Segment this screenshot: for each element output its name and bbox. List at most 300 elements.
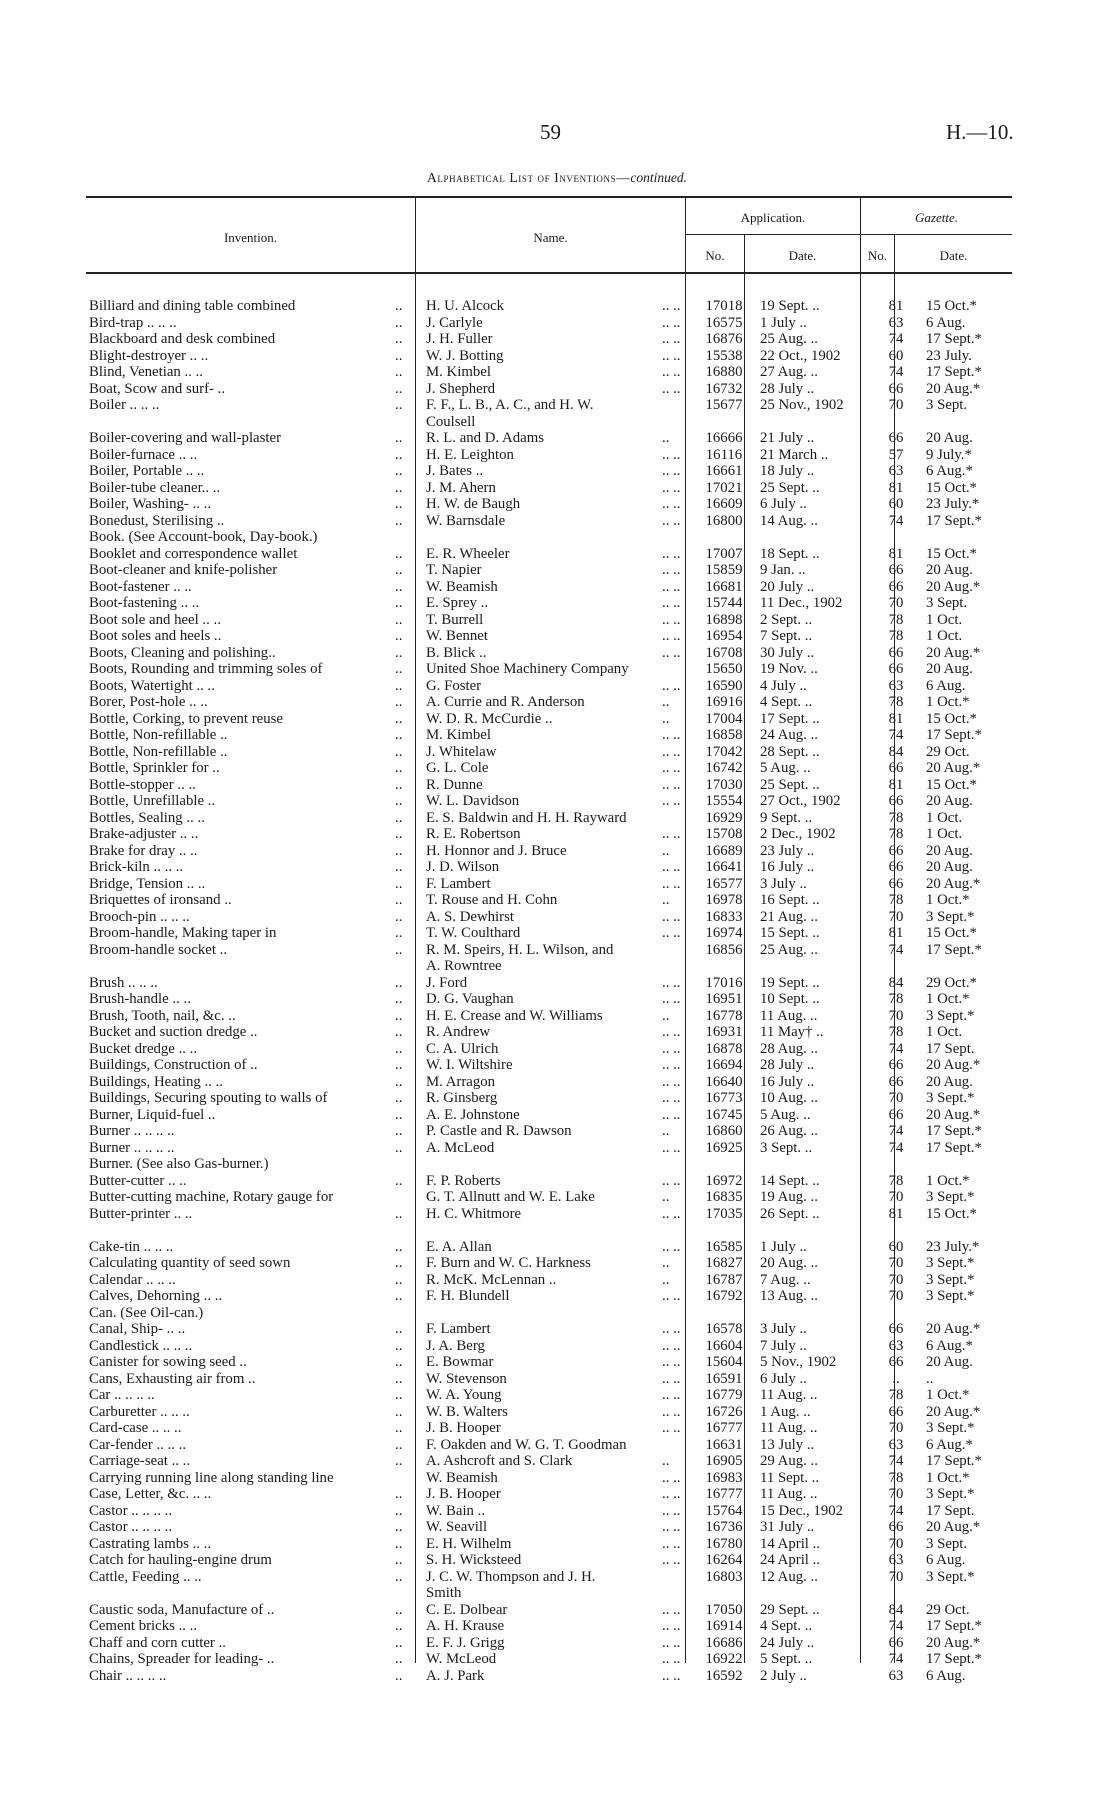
name-cell: J. M. Ahern [426, 479, 496, 496]
name-cell: J. Bates .. [426, 463, 484, 479]
invention-cell: Bottle, Corking, to prevent reuse [89, 710, 283, 727]
invention-cell: Boiler-furnace .. .. [89, 446, 198, 463]
leader-dots: .. [395, 1123, 403, 1139]
leader-dots: .. [395, 991, 403, 1007]
application-date: 19 Nov. .. [760, 661, 818, 677]
application-number: 16686 [705, 1634, 743, 1651]
header-gaz-date: Date. [939, 248, 968, 263]
application-number: 17004 [705, 710, 743, 727]
table-caption [0, 170, 1114, 186]
leader-dots: .. [395, 479, 403, 496]
leader-dots: .. [395, 347, 403, 364]
table-row [0, 661, 1114, 678]
table-row [0, 1569, 1114, 1586]
name-cell: R. E. Robertson [426, 826, 521, 842]
gazette-date: 3 Sept. [926, 595, 968, 611]
leader-dots: .. .. [662, 1667, 680, 1684]
application-number: 16726 [705, 1403, 743, 1420]
leader-dots: .. [395, 1618, 403, 1634]
gazette-number: 63 [888, 1552, 904, 1568]
table-row [0, 1470, 1114, 1487]
gazette-date: 20 Aug.* [926, 1321, 981, 1337]
table-row [0, 760, 1114, 777]
leader-dots: .. [395, 1403, 403, 1420]
table-row [0, 1486, 1114, 1503]
application-date: 13 Aug. .. [760, 1288, 818, 1304]
gazette-number: 66 [888, 760, 904, 776]
table-row [0, 975, 1114, 992]
leader-dots: .. .. [662, 991, 680, 1007]
leader-dots: .. [395, 1453, 403, 1469]
leader-dots: .. .. [662, 727, 680, 743]
application-number: 15554 [705, 793, 743, 809]
leader-dots: .. .. [662, 1535, 680, 1552]
application-number: 16777 [705, 1420, 743, 1436]
leader-dots: .. [395, 1420, 403, 1436]
leader-dots: .. [395, 1205, 403, 1222]
application-date: 3 July .. [760, 875, 807, 892]
gazette-number: 81 [888, 479, 904, 496]
table-row [0, 711, 1114, 728]
leader-dots: .. [395, 892, 403, 908]
leader-dots: .. .. [662, 545, 680, 562]
name-cell: J. Whitelaw [426, 743, 497, 760]
gazette-date: .. [926, 1370, 934, 1387]
invention-cell: Brush .. .. .. [89, 974, 158, 991]
table-row [0, 678, 1114, 695]
name-cell: W. Beamish [426, 578, 498, 595]
invention-cell: Buildings, Securing spouting to walls of [89, 1090, 328, 1106]
leader-dots: .. [395, 298, 403, 314]
name-cell: R. Andrew [426, 1024, 491, 1040]
leader-dots: .. [395, 1040, 403, 1057]
application-number: 17050 [705, 1601, 743, 1618]
application-number: 15764 [705, 1502, 743, 1519]
table-row [0, 1635, 1114, 1652]
invention-cell: Car .. .. .. .. [89, 1387, 155, 1403]
application-number: 16732 [705, 380, 743, 397]
table-row [0, 1008, 1114, 1025]
application-number: 17030 [705, 776, 743, 793]
leader-dots: .. [395, 380, 403, 397]
invention-cell: Brake for dray .. .. [89, 842, 198, 859]
leader-dots: .. .. [662, 743, 680, 760]
gazette-date: 6 Aug. [926, 1552, 966, 1568]
application-number: 16792 [705, 1288, 743, 1304]
table-row [0, 1618, 1114, 1635]
gazette-number: 84 [888, 743, 904, 760]
gazette-number: 74 [888, 1453, 904, 1469]
header-app-no: No. [705, 248, 725, 263]
leader-dots: .. .. [662, 628, 680, 644]
application-date: 19 Aug. .. [760, 1189, 818, 1205]
table-row [0, 793, 1114, 810]
application-number: 16972 [705, 1172, 743, 1189]
application-date: 5 Aug. .. [760, 1106, 811, 1123]
table-row [0, 1123, 1114, 1140]
leader-dots: .. [395, 644, 403, 661]
application-date: 1 July .. [760, 314, 807, 331]
gazette-date: 3 Sept.* [926, 1420, 975, 1436]
gazette-date: 20 Aug.* [926, 644, 981, 661]
leader-dots: .. [662, 430, 670, 446]
table-row [0, 1024, 1114, 1041]
gazette-number: 57 [888, 446, 904, 463]
application-date: 11 Sept. .. [760, 1469, 820, 1486]
leader-dots: .. [662, 1007, 670, 1024]
application-date: 28 July .. [760, 380, 815, 397]
leader-dots: .. .. [662, 1073, 680, 1090]
leader-dots: .. .. [662, 1321, 680, 1337]
name-cell: F. P. Roberts [426, 1172, 501, 1189]
leader-dots: .. .. [662, 1337, 680, 1354]
table-row [0, 727, 1114, 744]
table-row [0, 348, 1114, 365]
invention-cell: Booklet and correspondence wallet [89, 545, 298, 562]
leader-dots: .. [395, 1651, 403, 1667]
gazette-date: 6 Aug. [926, 1667, 966, 1684]
name-cell: H. E. Crease and W. Williams [426, 1007, 603, 1024]
invention-cell: Brush, Tooth, nail, &c. .. [89, 1007, 236, 1024]
name-cell: S. H. Wicksteed [426, 1552, 522, 1568]
invention-cell: Bucket dredge .. .. [89, 1040, 198, 1057]
leader-dots: .. [395, 314, 403, 331]
gazette-number: 63 [888, 463, 904, 479]
gazette-date: 6 Aug.* [926, 463, 973, 479]
leader-dots: .. .. [662, 1354, 680, 1370]
gazette-number: 66 [888, 430, 904, 446]
name-cell: M. Arragon [426, 1073, 496, 1090]
leader-dots: .. .. [662, 1057, 680, 1073]
invention-cell: Bottle-stopper .. .. [89, 776, 196, 793]
table-row [0, 1222, 1114, 1239]
leader-dots: .. [395, 1337, 403, 1354]
leader-dots: .. .. [662, 1205, 680, 1222]
gazette-date: 1 Oct.* [926, 1172, 970, 1189]
leader-dots: .. .. [662, 1106, 680, 1123]
application-date: 21 March .. [760, 446, 829, 463]
application-number: 15604 [705, 1354, 743, 1370]
gazette-date: 1 Oct.* [926, 991, 970, 1007]
leader-dots: .. [395, 1486, 403, 1502]
table-row [0, 1536, 1114, 1553]
leader-dots: .. [662, 710, 670, 727]
gazette-date: 17 Sept.* [926, 331, 982, 347]
table-row [0, 414, 1114, 431]
name-cell: G. Foster [426, 677, 482, 694]
invention-cell: Calendar .. .. .. [89, 1271, 176, 1288]
inventions-table-body [0, 298, 1114, 1684]
gazette-number: 63 [888, 1337, 904, 1354]
name-cell: W. Barnsdale [426, 512, 506, 529]
name-cell: W. Seavill [426, 1519, 488, 1535]
table-row [0, 1321, 1114, 1338]
gazette-number: 66 [888, 1073, 904, 1090]
leader-dots: .. [395, 1007, 403, 1024]
gazette-date: 20 Aug.* [926, 1057, 981, 1073]
invention-cell: Case, Letter, &c. .. .. [89, 1486, 212, 1502]
table-row [0, 1074, 1114, 1091]
name-cell: M. Kimbel [426, 364, 491, 380]
gazette-number: 66 [888, 1106, 904, 1123]
leader-dots: .. .. [662, 479, 680, 496]
name-cell: E. H. Wilhelm [426, 1535, 512, 1552]
name-cell: E. R. Wheeler [426, 545, 510, 562]
gazette-date: 1 Oct.* [926, 892, 970, 908]
application-date: 17 Sept. .. [760, 710, 820, 727]
application-number: 15650 [705, 661, 743, 677]
gazette-date: 20 Aug. [926, 793, 973, 809]
application-date: 11 Aug. .. [760, 1387, 818, 1403]
name-cell: W. A. Young [426, 1387, 502, 1403]
gazette-date: 15 Oct.* [926, 1205, 977, 1222]
gazette-date: 3 Sept. [926, 397, 968, 413]
header-top-rule [86, 196, 1012, 198]
leader-dots: .. [395, 793, 403, 809]
gazette-number: 74 [888, 1139, 904, 1156]
leader-dots: .. .. [662, 974, 680, 991]
application-number: 15859 [705, 562, 743, 578]
application-number: 15538 [705, 347, 743, 364]
gazette-date: 1 Oct. [926, 1024, 963, 1040]
application-number: 16577 [705, 875, 743, 892]
gazette-date: 20 Aug. [926, 1073, 973, 1090]
invention-cell: Chaff and corn cutter .. [89, 1634, 226, 1651]
gazette-number: 70 [888, 1420, 904, 1436]
application-number: 16827 [705, 1255, 743, 1271]
name-cell: A. H. Krause [426, 1618, 505, 1634]
gazette-date: 15 Oct.* [926, 710, 977, 727]
name-cell: E. F. J. Grigg [426, 1634, 505, 1651]
application-number: 16578 [705, 1321, 743, 1337]
gazette-number: 70 [888, 908, 904, 925]
table-row [0, 777, 1114, 794]
name-cell: E. A. Allan [426, 1238, 492, 1255]
leader-dots: .. .. [662, 908, 680, 925]
application-date: 7 Sept. .. [760, 628, 813, 644]
gazette-number: 78 [888, 1172, 904, 1189]
table-row [0, 843, 1114, 860]
gazette-date: 20 Aug.* [926, 1106, 981, 1123]
application-date: 22 Oct., 1902 [760, 347, 841, 364]
table-row [0, 1338, 1114, 1355]
leader-dots: .. [662, 1189, 670, 1205]
name-cell: W. Bain .. [426, 1502, 486, 1519]
application-number: 16922 [705, 1651, 743, 1667]
leader-dots: .. .. [662, 595, 680, 611]
leader-dots: .. .. [662, 298, 680, 314]
application-date: 6 July .. [760, 496, 807, 512]
table-row [0, 909, 1114, 926]
invention-cell: Bridge, Tension .. .. [89, 875, 206, 892]
application-date: 24 Aug. .. [760, 727, 818, 743]
name-cell: E. Sprey .. [426, 595, 489, 611]
page-number: 59 [540, 120, 561, 144]
page-reference: H.—10. [946, 120, 1014, 144]
leader-dots: .. .. [662, 1172, 680, 1189]
invention-cell: Brush-handle .. .. [89, 991, 191, 1007]
gazette-number: 66 [888, 380, 904, 397]
leader-dots: .. .. [662, 380, 680, 397]
leader-dots: .. [395, 1436, 403, 1453]
table-row [0, 1519, 1114, 1536]
table-row [0, 942, 1114, 959]
leader-dots: .. [395, 776, 403, 793]
application-date: 3 Sept. .. [760, 1139, 813, 1156]
name-cell: W. J. Botting [426, 347, 504, 364]
application-date: 21 Aug. .. [760, 908, 818, 925]
leader-dots: .. [395, 859, 403, 875]
leader-dots: .. .. [662, 1040, 680, 1057]
application-date: 25 Aug. .. [760, 941, 818, 958]
leader-dots: .. [395, 1502, 403, 1519]
leader-dots: .. [395, 925, 403, 941]
name-cell: C. E. Dolbear [426, 1601, 508, 1618]
leader-dots: .. [395, 1271, 403, 1288]
leader-dots: .. [395, 430, 403, 446]
name-cell: A. Currie and R. Anderson [426, 694, 585, 710]
table-row [0, 331, 1114, 348]
leader-dots: .. [395, 1354, 403, 1370]
name-cell: J. Carlyle [426, 314, 483, 331]
name-cell: J. C. W. Thompson and J. H. [426, 1568, 596, 1585]
leader-dots: .. .. [662, 562, 680, 578]
table-row [0, 1272, 1114, 1289]
invention-cell: Boiler .. .. .. [89, 397, 160, 413]
leader-dots: .. [662, 694, 670, 710]
application-date: 19 Sept. .. [760, 298, 820, 314]
application-date: 4 Sept. .. [760, 1618, 813, 1634]
application-date: 18 July .. [760, 463, 815, 479]
invention-cell: Boiler-covering and wall-plaster [89, 430, 281, 446]
application-date: 1 Aug. .. [760, 1403, 811, 1420]
application-number: 16591 [705, 1370, 743, 1387]
invention-cell: Castor .. .. .. .. [89, 1502, 173, 1519]
leader-dots: .. .. [662, 1090, 680, 1106]
application-date: 14 April .. [760, 1535, 821, 1552]
gazette-date: 17 Sept.* [926, 727, 982, 743]
invention-cell: Brake-adjuster .. .. [89, 826, 199, 842]
leader-dots: .. .. [662, 1519, 680, 1535]
leader-dots: .. [395, 842, 403, 859]
gazette-number: 70 [888, 1007, 904, 1024]
invention-cell: Bird-trap .. .. .. [89, 314, 177, 331]
name-cell: W. Bennet [426, 628, 488, 644]
application-number: 16800 [705, 512, 743, 529]
gazette-date: 17 Sept.* [926, 1139, 982, 1156]
application-date: 7 Aug. .. [760, 1271, 811, 1288]
application-date: 6 July .. [760, 1370, 807, 1387]
name-cell: H. W. de Baugh [426, 496, 521, 512]
gazette-number: 63 [888, 677, 904, 694]
table-row [0, 496, 1114, 513]
leader-dots: .. .. [662, 578, 680, 595]
application-number: 16983 [705, 1469, 743, 1486]
table-row [0, 645, 1114, 662]
leader-dots: .. [395, 1370, 403, 1387]
gazette-date: 23 July.* [926, 1238, 980, 1255]
leader-dots: .. [395, 1024, 403, 1040]
application-number: 16585 [705, 1238, 743, 1255]
gazette-number: 66 [888, 793, 904, 809]
application-date: 10 Aug. .. [760, 1090, 818, 1106]
gazette-number: 78 [888, 809, 904, 826]
application-number: 16880 [705, 364, 743, 380]
gazette-date: 6 Aug.* [926, 1436, 973, 1453]
application-number: 16898 [705, 611, 743, 628]
invention-cell: Boat, Scow and surf- .. [89, 380, 226, 397]
leader-dots: .. [395, 1321, 403, 1337]
invention-cell: Boot sole and heel .. .. [89, 611, 221, 628]
application-number: 16931 [705, 1024, 743, 1040]
leader-dots: .. .. [662, 1420, 680, 1436]
name-cell: R. M. Speirs, H. L. Wilson, and [426, 941, 614, 958]
leader-dots: .. .. [662, 760, 680, 776]
leader-dots: .. [395, 727, 403, 743]
application-number: 15708 [705, 826, 743, 842]
application-date: 4 Sept. .. [760, 694, 813, 710]
table-row [0, 579, 1114, 596]
application-date: 26 Sept. .. [760, 1205, 820, 1222]
name-cell: W. Stevenson [426, 1370, 507, 1387]
name-cell: A. S. Dewhirst [426, 908, 514, 925]
table-row [0, 397, 1114, 414]
leader-dots: .. .. [662, 1601, 680, 1618]
invention-cell: Boot-fastening .. .. [89, 595, 200, 611]
gazette-date: 17 Sept. [926, 1040, 975, 1057]
name-cell: H. U. Alcock [426, 298, 505, 314]
table-row [0, 364, 1114, 381]
gazette-number: 70 [888, 1486, 904, 1502]
application-date: 11 Aug. .. [760, 1420, 818, 1436]
invention-cell: Borer, Post-hole .. .. [89, 694, 208, 710]
application-number: 16604 [705, 1337, 743, 1354]
gazette-number: 78 [888, 628, 904, 644]
name-cell: J. B. Hooper [426, 1486, 501, 1502]
application-date: 25 Aug. .. [760, 331, 818, 347]
leader-dots: .. [395, 941, 403, 958]
invention-cell: Carriage-seat .. .. [89, 1453, 191, 1469]
name-cell: F. Lambert [426, 875, 491, 892]
gazette-date: 17 Sept. [926, 1502, 975, 1519]
invention-cell: Bottle, Unrefillable .. [89, 793, 216, 809]
application-date: 20 July .. [760, 578, 815, 595]
application-date: 1 July .. [760, 1238, 807, 1255]
table-row [0, 562, 1114, 579]
name-cell: Smith [426, 1585, 462, 1601]
application-date: 19 Sept. .. [760, 974, 820, 991]
application-number: 16609 [705, 496, 743, 512]
gazette-number: 78 [888, 892, 904, 908]
application-date: 29 Sept. .. [760, 1601, 820, 1618]
leader-dots: .. .. [662, 463, 680, 479]
table-row [0, 1140, 1114, 1157]
header-gazette [861, 210, 1012, 226]
name-cell: F. H. Blundell [426, 1288, 510, 1304]
invention-cell: Buildings, Heating .. .. [89, 1073, 223, 1090]
gazette-number: 78 [888, 1387, 904, 1403]
table-row [0, 1156, 1114, 1173]
leader-dots: .. .. [662, 512, 680, 529]
application-date: 11 May† .. [760, 1024, 824, 1040]
application-date: 29 Aug. .. [760, 1453, 818, 1469]
application-date: 16 July .. [760, 859, 815, 875]
gazette-number: 70 [888, 595, 904, 611]
gazette-date: 23 July. [926, 347, 972, 364]
name-cell: J. D. Wilson [426, 859, 500, 875]
invention-cell: Calves, Dehorning .. .. [89, 1288, 223, 1304]
gazette-number: 66 [888, 1519, 904, 1535]
